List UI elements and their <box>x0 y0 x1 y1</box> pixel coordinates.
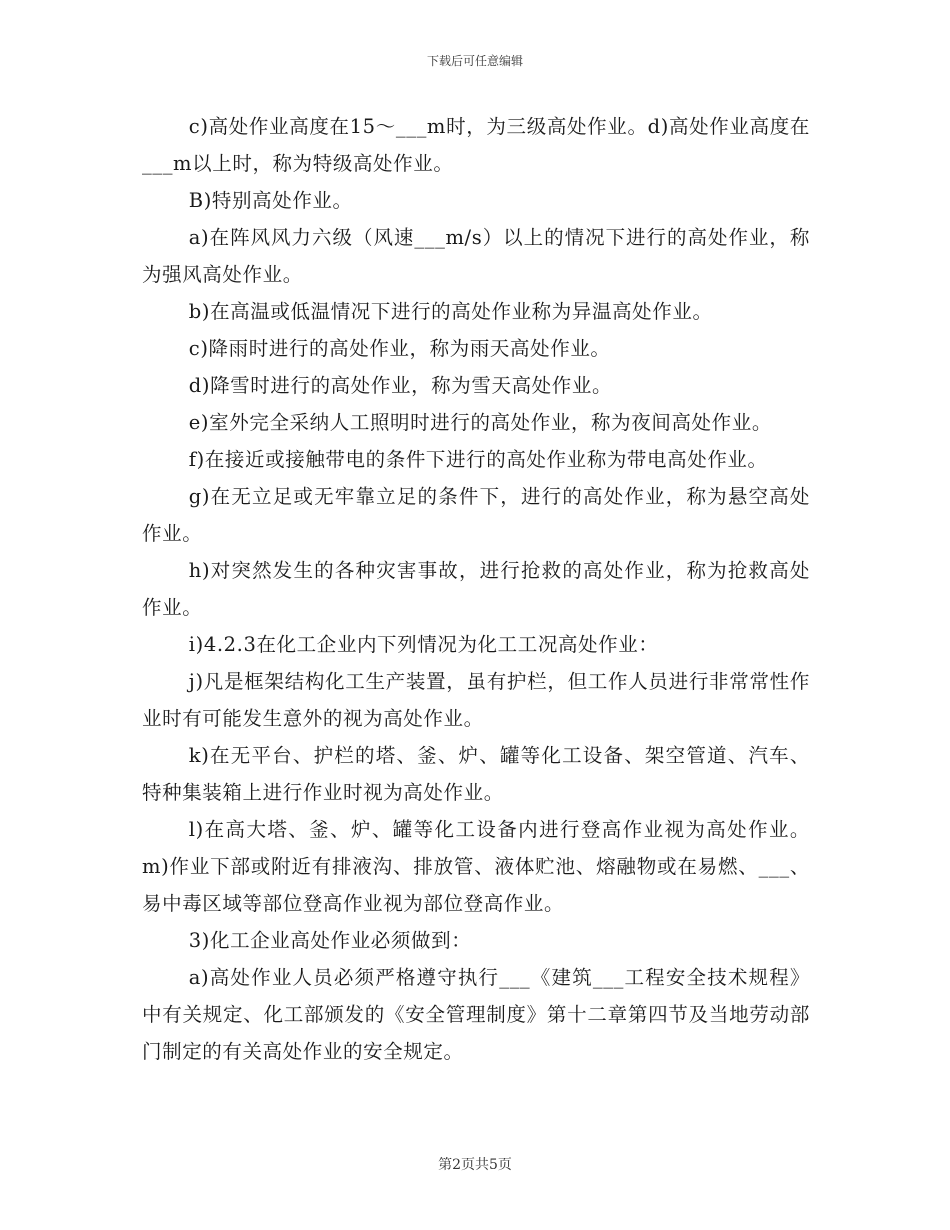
paragraph: e)室外完全采纳人工照明时进行的高处作业，称为夜间高处作业。 <box>188 411 772 434</box>
page-footer: 第2页共5页 <box>438 1157 512 1173</box>
paragraph: j)凡是框架结构化工生产装置，虽有护栏，但工作人员进行非常常性作业时有可能发生意外的视为高处作业。 <box>142 670 810 730</box>
paragraph: k)在无平台、护栏的塔、釜、炉、罐等化工设备、架空管道、汽车、特种集装箱上进行作业时视为高处作业。 <box>142 744 810 804</box>
paragraph: c)高处作业高度在15～___m时，为三级高处作业。d)高处作业高度在___m以上时，称为特级高处作业。 <box>142 115 810 175</box>
paragraph: l)在高大塔、釜、炉、罐等化工设备内进行登高作业视为高处作业。m)作业下部或附近有排液沟、排放管、液体贮池、熔融物或在易燃、___、易中毒区域等部位登高作业视为部位登高作业。 <box>142 818 810 915</box>
paragraph: B)特别高处作业。 <box>188 189 353 212</box>
paragraph: d)降雪时进行的高处作业，称为雪天高处作业。 <box>188 374 613 397</box>
document-body <box>142 108 810 1070</box>
paragraph: h)对突然发生的各种灾害事故，进行抢救的高处作业，称为抢救高处作业。 <box>142 559 810 619</box>
paragraph: c)降雨时进行的高处作业，称为雨天高处作业。 <box>188 337 611 360</box>
paragraph: a)在阵风风力六级（风速___m/s）以上的情况下进行的高处作业，称为强风高处作业。 <box>142 226 810 286</box>
page-header: 下载后可任意编辑 <box>426 54 523 68</box>
paragraph: i)4.2.3在化工企业内下列情况为化工工况高处作业： <box>188 633 659 656</box>
paragraph: a)高处作业人员必须严格遵守执行___《建筑___工程安全技术规程》中有关规定、化工部颁发的《安全管理制度》第十二章第四节及当地劳动部门制定的有关高处作业的安全规定。 <box>142 966 810 1063</box>
paragraph: f)在接近或接触带电的条件下进行的高处作业称为带电高处作业。 <box>188 448 768 471</box>
paragraph: 3)化工企业高处作业必须做到： <box>188 929 472 952</box>
paragraph: b)在高温或低温情况下进行的高处作业称为异温高处作业。 <box>188 300 713 323</box>
paragraph: g)在无立足或无牢靠立足的条件下，进行的高处作业，称为悬空高处作业。 <box>142 485 810 545</box>
